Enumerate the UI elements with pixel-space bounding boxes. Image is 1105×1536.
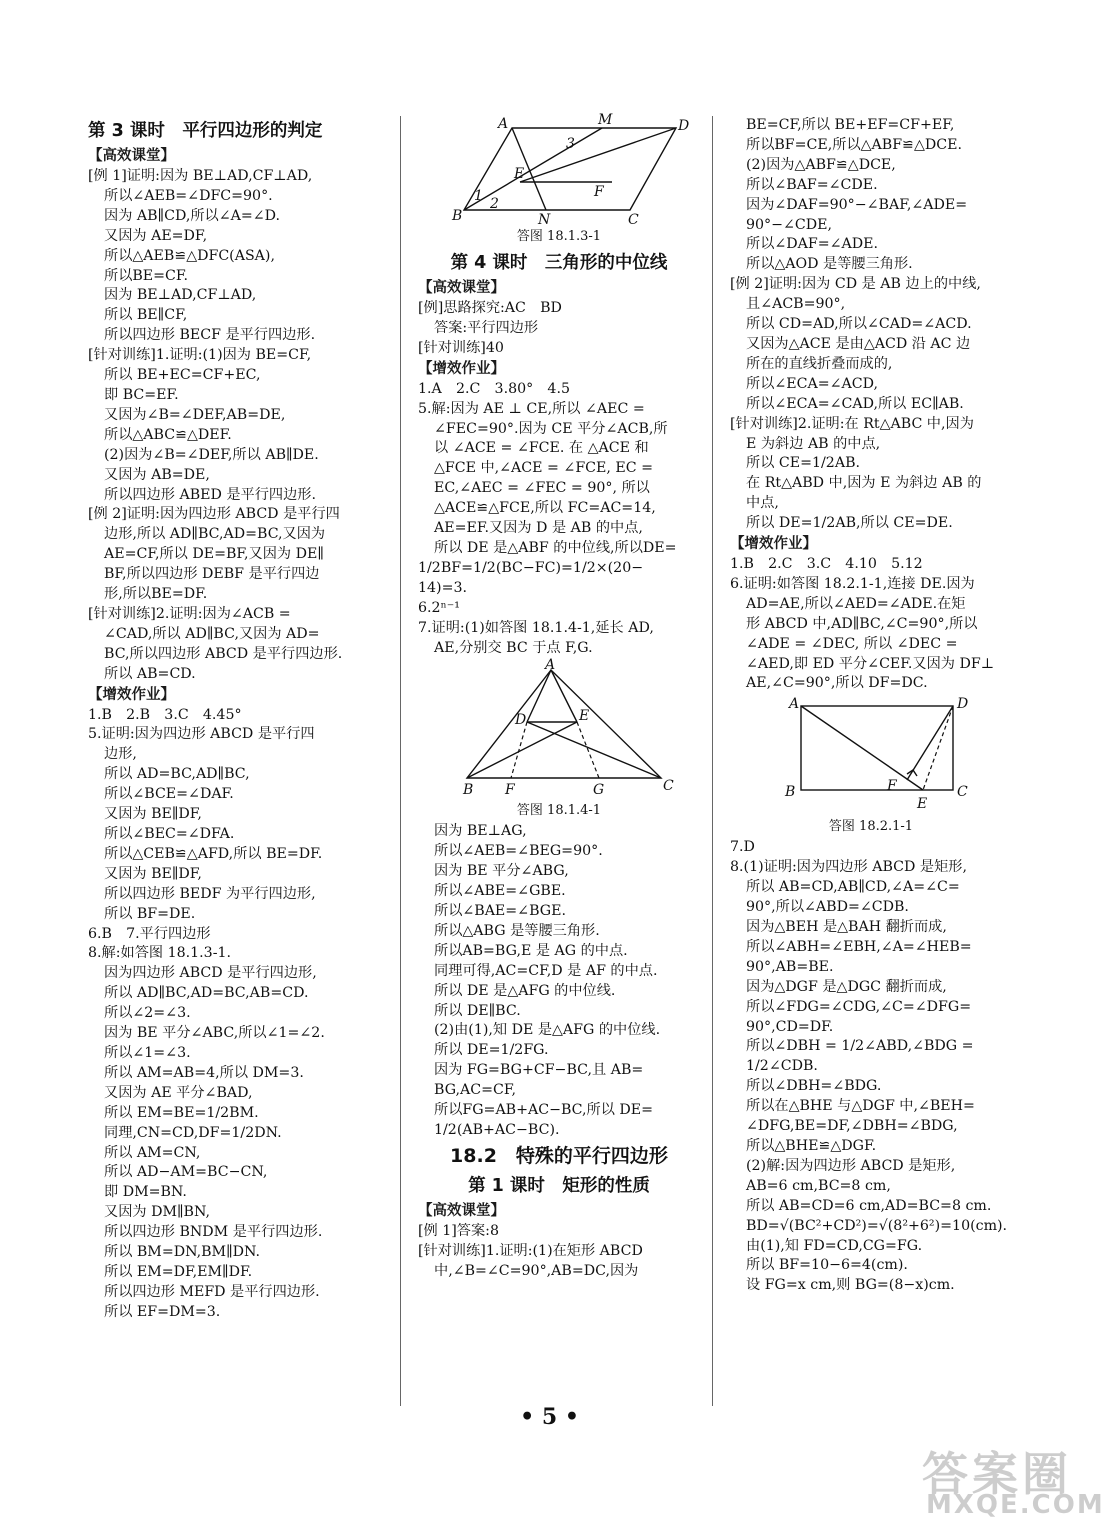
text-line: ∠FEC=90°.因为 CE 平分∠ACB,所 [434,420,668,437]
text-line: 7.证明:(1)如答图 18.1.4-1,延长 AD, [418,619,654,636]
text-line: 14)=3. [418,579,468,596]
text-line: [例 1]证明:因为 BE⊥AD,CF⊥AD, [88,168,313,184]
text-line: 1.B 2.C 3.C 4.10 5.12 [730,556,923,573]
text-line: 1/2BF=1/2(BC−FC)=1/2×(20− [418,559,644,576]
text-line: 90°,AB=BE. [746,958,834,975]
lesson-title: 第 1 课时 矩形的性质 [468,1175,650,1196]
fig3-label: B [785,784,796,801]
text-line: EC,∠AEC = ∠FEC = 90°, 所以 [434,480,650,497]
text-line: [针对训练]40 [418,339,504,356]
text-line: 所以 BF=10−6=4(cm). [746,1257,908,1274]
text-line: 5.证明:因为四边形 ABCD 是平行四 [88,726,315,743]
text-line: 1/2(AB+AC−BC). [434,1122,560,1138]
text-line: 又因为 BE∥DF, [104,865,202,882]
text-line: 所以 AM=CN, [104,1144,201,1161]
text-line: 所以∠ABE=∠GBE. [434,883,566,900]
text-line: 所以△ABC≌△DEF. [104,426,232,443]
text-line: 中点, [746,495,779,512]
text-line: 又因为 DM∥BN, [104,1204,210,1221]
text-line: 所以∠1=∠3. [104,1044,191,1061]
text-line: BG,AC=CF, [434,1082,517,1099]
text-line: 所以 AB=CD,AB∥CD,∠A=∠C= [746,879,960,896]
text-line: 因为 BE⊥AG, [434,823,527,840]
fig1-label: 1 [474,188,483,204]
figure-caption: 答图 18.1.4-1 [516,803,602,819]
text-line: 所以∠DBH=∠BDG. [746,1078,882,1095]
text-line: (2)因为△ABF≌△DCE, [746,156,896,173]
text-line: 所以 DE 是△ABF 的中位线,所以DE= [434,539,677,556]
text-line: 所以△AEB≌△DFC(ASA), [104,247,275,264]
text-line: 同理,CN=CD,DF=1/2DN. [104,1124,282,1141]
text-line: BE=CF,所以 BE+EF=CF+EF, [746,117,955,133]
text-line: 所以∠ECA=∠CAD,所以 EC∥AB. [746,395,964,412]
fig1-label: B [452,208,463,224]
text-line: 因为 FG=BG+CF−BC,且 AB= [434,1062,644,1079]
text-line: ∠AED,即 ED 平分∠CEF.又因为 DF⊥ [746,655,995,672]
watermark-logo [918,1438,1105,1528]
section-heading: 【高效课堂】 [418,280,505,296]
text-line: 所在的直线折叠而成的, [746,355,893,372]
text-line: 所以 AD∥BC,AD=BC,AB=CD. [104,985,309,1002]
text-line: 1.B 2.B 3.C 4.45° [88,706,242,723]
fig3-label: C [957,784,968,801]
text-line: AE=EF.又因为 D 是 AB 的中点, [434,520,643,537]
text-block [730,555,1012,694]
text-line: 所以 EF=DM=3. [104,1303,221,1320]
section-heading: 【增效作业】 [730,536,817,553]
text-line: 形,所以BE=DF. [104,586,208,603]
text-line: AD=AE,所以∠AED=∠ADE.在矩 [746,595,966,612]
text-line: ∠DFG,BE=DF,∠DBH=∠BDG, [746,1118,958,1135]
fig1-label: 3 [566,136,575,152]
text-line: 因为四边形 ABCD 是平行四边形, [104,965,317,982]
text-line: [针对训练]1.证明:(1)在矩形 ABCD [418,1242,643,1259]
text-line: 又因为△ACE 是由△ACD 沿 AC 边 [746,335,971,352]
text-line: 即 DM=BN. [104,1184,187,1201]
column-1 [88,116,380,1323]
text-line: △FCE 中,∠ACE = ∠FCE, EC = [434,460,653,477]
text-line: 所以 BM=DN,BM∥DN. [104,1244,261,1261]
text-line: AE,分别交 BC 于点 F,G. [434,639,593,656]
section-heading: 【增效作业】 [418,360,505,377]
text-line: 所以∠DAF=∠ADE. [746,236,878,253]
text-block [88,167,380,685]
section-heading: 【增效作业】 [88,686,175,703]
text-line: 形 ABCD 中,AD∥BC,∠C=90°,所以 [746,615,978,632]
text-line: [针对训练]1.证明:(1)因为 BE=CF, [88,347,312,364]
figure-caption: 答图 18.1.3-1 [516,229,602,244]
section-heading: 【高效课堂】 [418,1202,505,1219]
text-line: 又因为∠B=∠DEF,AB=DE, [104,406,286,423]
section-heading: 【高效课堂】 [88,148,175,164]
text-line: 所以 BE∥CF, [104,307,188,324]
text-line: 所以在△BHE 与△DGF 中,∠BEH= [746,1098,975,1115]
text-line: 所以 DE∥BC. [434,1002,521,1019]
text-line: 因为 AB∥CD,所以∠A=∠D. [104,207,281,224]
fig3-label: E [917,796,928,813]
fig2-label: G [593,782,605,799]
text-line: 所以∠BCE=∠DAF. [104,786,234,803]
text-line: 所以∠BAF=∠CDE. [746,176,878,193]
text-line: [例 2]证明:因为 CD 是 AB 边上的中线, [730,276,981,293]
text-block [418,380,700,659]
text-line: [例]思路探究:AC BD [418,300,562,316]
text-line: [例 2]证明:因为四边形 ABCD 是平行四 [88,506,340,523]
fig3-label: A [789,696,800,713]
text-line: 所以 BE+EC=CF+EC, [104,367,261,384]
text-line: 所以∠BEC=∠DFA. [104,826,235,842]
lesson-title: 第 4 课时 三角形的中位线 [450,253,668,273]
text-line: 90°,所以∠ABD=∠CDB. [746,899,909,916]
text-line: 所以 CE=1/2AB. [746,455,860,472]
text-line: 90°,CD=DF. [746,1018,834,1035]
figure-caption: 答图 18.2.1-1 [828,819,914,835]
text-line: BC,所以四边形 ABCD 是平行四边形. [104,645,343,662]
watermark-url: MXQE.COM [926,1490,1105,1520]
text-line: AE,∠C=90°,所以 DF=DC. [746,675,928,692]
text-line: 6.2ⁿ⁻¹ [418,599,460,616]
text-line: BF,所以四边形 DEBF 是平行四边 [104,566,320,583]
text-line: 同理可得,AC=CF,D 是 AF 的中点. [434,962,658,979]
text-line: 所以BE=CF. [104,267,189,284]
text-line: E 为斜边 AB 的中点, [746,435,881,452]
fig1-label: D [678,118,690,134]
column-divider-2 [712,116,713,1406]
text-line: [例 1]答案:8 [418,1222,499,1239]
fig1-label: 2 [490,196,499,212]
text-line: 因为△BEH 是△BAH 翻折而成, [746,919,947,935]
text-line: 又因为 AE 平分∠BAD, [104,1084,253,1101]
text-line: 所以 EM=DF,EM∥DF. [104,1263,253,1280]
text-line: (2)解:因为四边形 ABCD 是矩形, [746,1157,956,1174]
text-line: 在 Rt△ABD 中,因为 E 为斜边 AB 的 [746,475,982,492]
text-line: (2)因为∠B=∠DEF,所以 AB∥DE. [104,446,319,463]
chapter-title: 18.2 特殊的平行四边形 [450,1144,668,1167]
text-line: 1.A 2.C 3.80° 4.5 [418,380,570,397]
text-line: 边形,所以 AD∥BC,AD=BC,又因为 [104,526,326,543]
text-line: 因为 BE 平分∠ABC,所以∠1=∠2. [104,1025,325,1042]
text-line: 8.(1)证明:因为四边形 ABCD 是矩形, [730,859,967,876]
text-block [418,299,700,359]
fig3-label: F [887,778,897,795]
fig1-label: E [514,166,525,182]
fig1-label: M [598,112,613,128]
text-line: 所以四边形 MEFD 是平行四边形. [104,1283,320,1300]
text-line: 所以 CD=AD,所以∠CAD=∠ACD. [746,316,972,333]
fig1-label: N [538,212,551,228]
text-line: 所以 EM=BE=1/2BM. [104,1104,259,1121]
fig2-label: C [663,778,674,795]
text-line: △ACE≌△FCE,所以 FC=AC=14, [434,500,656,517]
fig3-label: D [957,696,969,713]
text-block [730,838,1012,1296]
page-number: • 5 • [520,1404,579,1430]
text-line: 又因为 AE=DF, [104,227,208,244]
fig1-label: C [628,212,639,228]
text-line: 1/2∠CDB. [746,1058,818,1075]
column-2 [418,112,700,1282]
text-line: 所以 AM=AB=4,所以 DM=3. [104,1064,304,1081]
text-line: 7.D [730,839,755,856]
text-line: 6.B 7.平行四边形 [88,925,211,942]
fig2-label: F [505,782,515,799]
text-line: 所以△AOD 是等腰三角形. [746,256,913,273]
text-line: 以 ∠ACE = ∠FCE. 在 △ACE 和 [434,440,649,457]
text-line: 因为△DGF 是△DGC 翻折而成, [746,978,947,995]
text-line: 所以四边形 BNDM 是平行四边形. [104,1224,323,1241]
text-line: AB=6 cm,BC=8 cm, [746,1177,891,1194]
column-divider-1 [400,116,401,1406]
text-line: 由(1),知 FD=CD,CG=FG. [746,1237,923,1254]
text-line: 又因为 AB=DE, [104,466,210,483]
text-line: 所以四边形 BEDF 为平行四边形, [104,885,316,902]
lesson-title: 第 3 课时 平行四边形的判定 [88,121,323,141]
text-line: 所以 DE 是△AFG 的中位线. [434,982,616,999]
figure-triangle [439,657,679,800]
text-line: 8.解:如答图 18.1.3-1. [88,945,232,962]
text-line: 所以∠DBH = 1/2∠ABD,∠BDG = [746,1038,974,1055]
text-line: ∠CAD,所以 AD∥BC,又因为 AD= [104,625,320,642]
text-line: ∠ADE = ∠DEC, 所以 ∠DEC = [746,635,958,652]
text-line: (2)由(1),知 DE 是△AFG 的中位线. [434,1022,661,1039]
fig2-label: E [579,708,590,725]
text-line: 90°−∠CDE, [746,216,833,233]
text-line: 所以 AB=CD. [104,665,196,682]
text-line: AE=CF,所以 DE=BF,又因为 DE∥ [104,546,324,563]
text-line: 因为 BE⊥AD,CF⊥AD, [104,287,257,304]
watermark-chars: 答案圈 [922,1447,1072,1501]
text-line: 所以 DE=1/2FG. [434,1042,549,1059]
text-line: 所以四边形 ABED 是平行四边形. [104,486,316,503]
text-line: [针对训练]2.证明:在 Rt△ABC 中,因为 [730,415,974,432]
text-line: 所以△ABG 是等腰三角形. [434,922,600,939]
fig2-label: B [463,782,474,799]
text-block [418,822,700,1141]
text-line: 即 BC=EF. [104,386,179,403]
figure-rectangle [761,696,981,816]
text-line: 所以△CEB≌△AFD,所以 BE=DF. [104,845,323,862]
text-line: 所以FG=AB+AC−BC,所以 DE= [434,1102,654,1119]
text-line: 所以BF=CE,所以△ABF≌△DCE. [746,136,962,153]
text-line: 所以∠AEB=∠DFC=90°. [104,187,273,204]
text-block [730,116,1012,534]
text-block [88,706,380,1323]
text-line: 所以∠AEB=∠BEG=90°. [434,843,603,860]
text-line: 5.解:因为 AE ⊥ CE,所以 ∠AEC = [418,400,645,417]
column-3 [730,116,1012,1296]
figure-parallelogram [434,112,690,228]
fig1-label: F [594,184,604,200]
text-line: 边形, [104,746,137,763]
text-line: 所以 AD=BC,AD∥BC, [104,766,250,783]
text-line: 答案:平行四边形 [434,319,539,336]
fig2-label: D [515,712,527,729]
text-line: 所以 DE=1/2AB,所以 CE=DE. [746,515,953,532]
text-line: 所以∠ECA=∠ACD, [746,375,878,392]
text-line: 所以∠2=∠3. [104,1005,191,1022]
text-block [418,1222,700,1282]
text-line: 所以 AB=CD=6 cm,AD=BC=8 cm. [746,1197,992,1214]
text-line: 设 FG=x cm,则 BG=(8−x)cm. [746,1277,955,1294]
text-line: 6.证明:如答图 18.2.1-1,连接 DE.因为 [730,575,975,592]
text-line: 因为∠DAF=90°−∠BAF,∠ADE= [746,196,968,213]
text-line: BD=√(BC²+CD²)=√(8²+6²)=10(cm). [746,1217,1008,1234]
text-line: 所以AB=BG,E 是 AG 的中点. [434,942,628,959]
text-line: 因为 BE 平分∠ABG, [434,863,569,880]
text-line: 所以四边形 BECF 是平行四边形. [104,327,316,344]
fig1-label: A [498,116,509,132]
text-line: 所以∠FDG=∠CDG,∠C=∠DFG= [746,998,972,1015]
text-line: 中,∠B=∠C=90°,AB=DC,因为 [434,1262,639,1279]
text-line: 所以∠ABH=∠EBH,∠A=∠HEB= [746,938,972,955]
text-line: 所以△BHE≌△DGF. [746,1137,877,1154]
fig2-label: A [545,657,556,674]
text-line: 所以 BF=DE. [104,905,196,922]
text-line: 且∠ACB=90°, [746,296,846,313]
text-line: 所以 AD−AM=BC−CN, [104,1164,268,1181]
text-line: 又因为 BE∥DF, [104,806,202,823]
text-line: [针对训练]2.证明:因为∠ACB = [88,605,291,622]
text-line: 所以∠BAE=∠BGE. [434,903,566,920]
